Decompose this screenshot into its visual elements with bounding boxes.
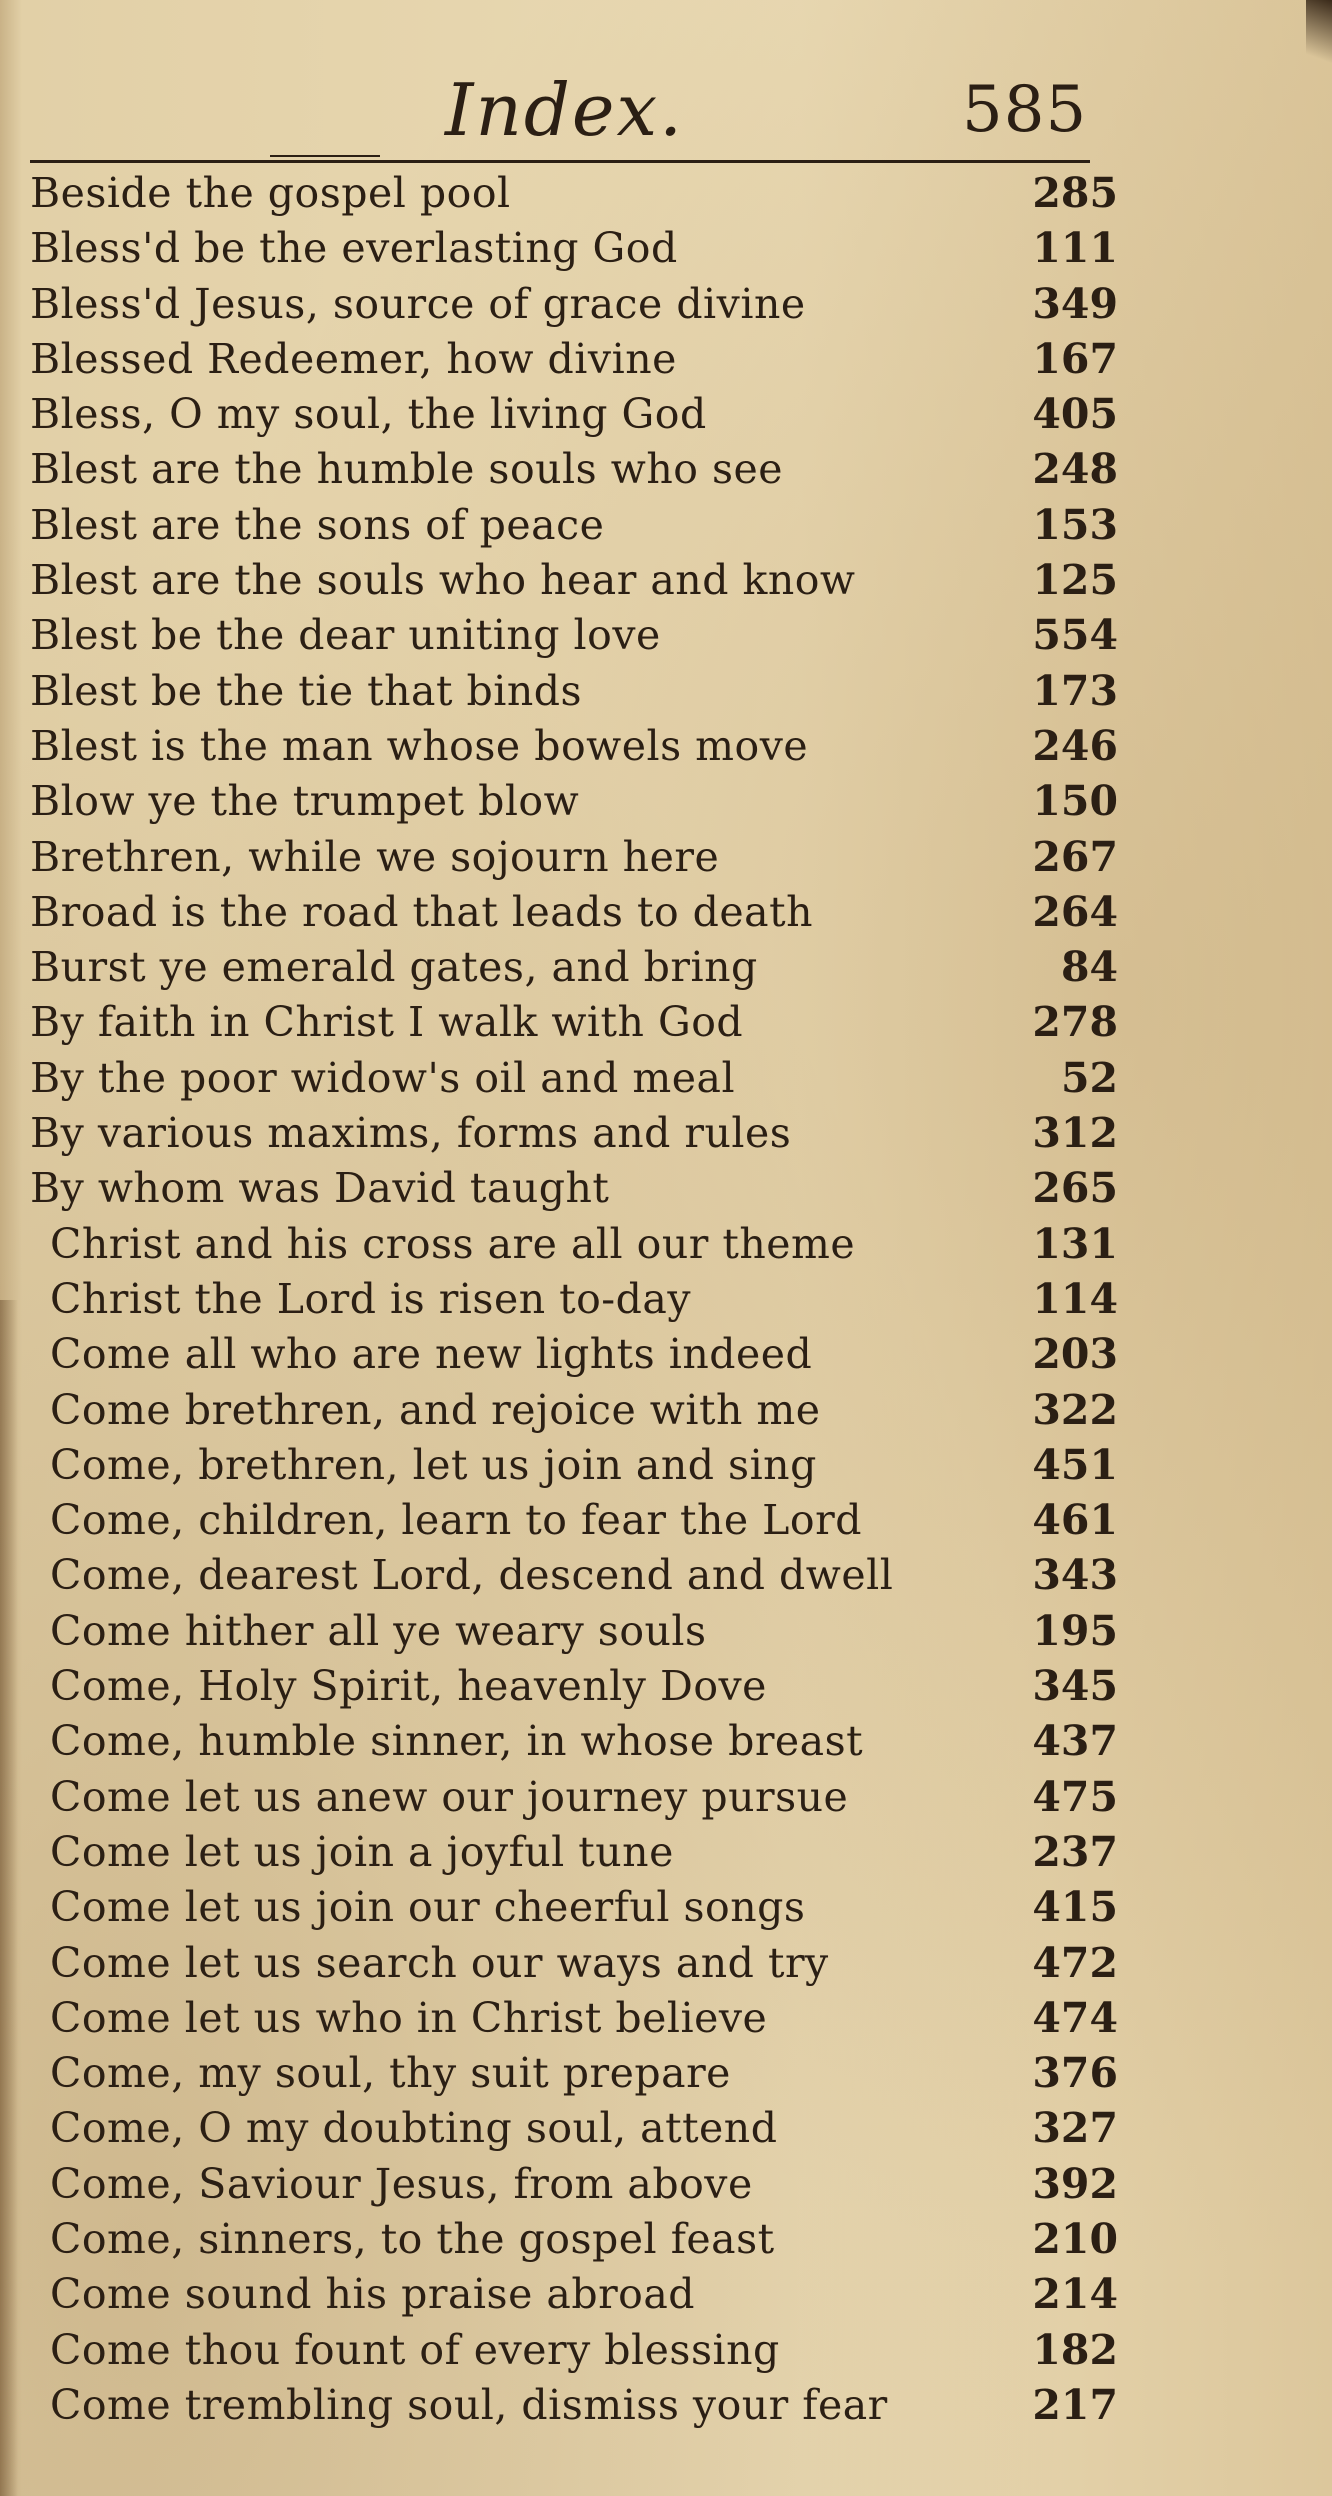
hymn-page-number: 182	[1032, 2325, 1118, 2374]
hymn-page-number: 474	[1032, 1993, 1118, 2042]
hymn-page-number: 461	[1032, 1496, 1118, 1545]
hymn-page-number: 246	[1032, 721, 1118, 770]
index-entry	[0, 1493, 1332, 1548]
index-entry	[0, 1051, 1332, 1106]
hymn-first-line: Blest are the souls who hear and know	[30, 556, 856, 605]
hymn-page-number: 392	[1032, 2159, 1118, 2208]
hymn-first-line: Come, sinners, to the gospel feast	[50, 2214, 775, 2263]
hymn-page-number: 376	[1032, 2049, 1118, 2098]
hymn-page-number: 114	[1032, 1274, 1118, 1323]
index-entry	[0, 498, 1332, 553]
header-rule-accent	[270, 155, 380, 157]
hymn-page-number: 84	[1060, 943, 1118, 992]
hymn-page-number: 437	[1032, 1717, 1118, 1766]
hymn-first-line: Come, children, learn to fear the Lord	[50, 1496, 862, 1545]
index-entry	[0, 2212, 1332, 2267]
hymn-page-number: 267	[1032, 832, 1118, 881]
hymn-page-number: 150	[1032, 777, 1118, 826]
hymn-first-line: Come let us search our ways and try	[50, 1938, 829, 1987]
index-entry	[0, 830, 1332, 885]
index-entry	[0, 442, 1332, 497]
index-entry	[0, 1438, 1332, 1493]
hymn-page-number: 278	[1032, 998, 1118, 1047]
hymn-first-line: Come let us who in Christ believe	[50, 1993, 768, 2042]
index-entries	[0, 166, 1332, 2433]
hymn-page-number: 285	[1032, 169, 1118, 217]
hymn-page-number: 203	[1032, 1330, 1118, 1379]
hymn-first-line: By faith in Christ I walk with God	[30, 998, 744, 1047]
hymn-page-number: 173	[1032, 666, 1118, 715]
hymn-page-number: 322	[1032, 1385, 1118, 1434]
hymn-page-number: 237	[1032, 1827, 1118, 1876]
hymn-page-number: 475	[1032, 1772, 1118, 1821]
hymn-page-number: 343	[1032, 1551, 1118, 1600]
hymn-first-line: By various maxims, forms and rules	[30, 1109, 792, 1158]
hymn-first-line: Come brethren, and rejoice with me	[50, 1385, 821, 1434]
hymn-first-line: Come let us anew our journey pursue	[50, 1772, 849, 1821]
hymn-page-number: 472	[1032, 1938, 1118, 1987]
hymn-page-number: 111	[1032, 224, 1118, 273]
index-entry	[0, 1770, 1332, 1825]
index-entry	[0, 719, 1332, 774]
hymn-page-number: 264	[1032, 887, 1118, 936]
index-entry	[0, 664, 1332, 719]
index-entry	[0, 1272, 1332, 1327]
index-entry	[0, 1217, 1332, 1272]
hymn-first-line: Come, dearest Lord, descend and dwell	[50, 1551, 894, 1600]
hymn-page-number: 217	[1032, 2380, 1118, 2429]
hymn-first-line: Blest be the dear uniting love	[30, 611, 661, 660]
index-entry	[0, 995, 1332, 1050]
hymn-page-number: 415	[1032, 1883, 1118, 1932]
hymn-page-number: 125	[1032, 556, 1118, 605]
hymn-page-number: 153	[1032, 500, 1118, 549]
index-entry	[0, 608, 1332, 663]
hymn-first-line: Come let us join a joyful tune	[50, 1827, 674, 1876]
hymn-page-number: 195	[1032, 1606, 1118, 1655]
hymn-first-line: By the poor widow's oil and meal	[30, 1053, 736, 1102]
hymn-page-number: 345	[1032, 1662, 1118, 1711]
hymn-first-line: Bless, O my soul, the living God	[30, 390, 707, 439]
hymn-first-line: Christ the Lord is risen to-day	[50, 1274, 692, 1323]
page-title: Index.	[445, 68, 685, 152]
hymn-page-number: 214	[1032, 2270, 1118, 2319]
hymn-first-line: Come let us join our cheerful songs	[50, 1883, 806, 1932]
hymn-first-line: Come, Holy Spirit, heavenly Dove	[50, 1662, 767, 1711]
index-entry	[0, 1106, 1332, 1161]
hymn-first-line: Blow ye the trumpet blow	[30, 777, 580, 826]
hymn-first-line: Come, my soul, thy suit prepare	[50, 2049, 731, 2098]
hymn-first-line: Blest are the humble souls who see	[30, 445, 784, 494]
page-header	[0, 60, 1332, 160]
hymn-page-number: 451	[1032, 1440, 1118, 1489]
index-entry	[0, 774, 1332, 829]
hymn-first-line: Christ and his cross are all our theme	[50, 1219, 856, 1268]
index-entry	[0, 1714, 1332, 1769]
index-entry	[0, 940, 1332, 995]
hymn-first-line: Come trembling soul, dismiss your fear	[50, 2380, 888, 2429]
index-entry	[0, 166, 1332, 221]
hymn-page-number: 327	[1032, 2104, 1118, 2153]
index-entry	[0, 2323, 1332, 2378]
hymn-first-line: Blest are the sons of peace	[30, 500, 605, 549]
hymn-first-line: Come, brethren, let us join and sing	[50, 1440, 817, 1489]
index-entry	[0, 277, 1332, 332]
index-entry	[0, 387, 1332, 442]
hymn-page-number: 210	[1032, 2214, 1118, 2263]
index-entry	[0, 1659, 1332, 1714]
hymn-page-number: 131	[1032, 1219, 1118, 1268]
index-entry	[0, 1161, 1332, 1216]
page-number: 585	[962, 73, 1088, 147]
hymn-first-line: Come, O my doubting soul, attend	[50, 2104, 778, 2153]
index-entry	[0, 1548, 1332, 1603]
hymn-first-line: Come, humble sinner, in whose breast	[50, 1717, 864, 1766]
hymn-first-line: Come thou fount of every blessing	[50, 2325, 780, 2374]
hymn-page-number: 349	[1032, 279, 1118, 328]
hymn-first-line: Come, Saviour Jesus, from above	[50, 2159, 753, 2208]
hymn-first-line: Beside the gospel pool	[30, 169, 511, 217]
hymn-first-line: Bless'd Jesus, source of grace divine	[30, 279, 806, 328]
hymn-first-line: By whom was David taught	[30, 1164, 610, 1213]
hymn-first-line: Blessed Redeemer, how divine	[30, 334, 677, 383]
hymn-first-line: Blest be the tie that binds	[30, 666, 583, 715]
hymn-first-line: Blest is the man whose bowels move	[30, 721, 809, 770]
index-entry	[0, 553, 1332, 608]
hymn-first-line: Bless'd be the everlasting God	[30, 224, 678, 273]
hymn-first-line: Burst ye emerald gates, and bring	[30, 943, 758, 992]
hymn-page-number: 554	[1032, 611, 1118, 660]
hymn-first-line: Come sound his praise abroad	[50, 2270, 696, 2319]
hymn-first-line: Come all who are new lights indeed	[50, 1330, 813, 1379]
index-entry	[0, 1936, 1332, 1991]
hymn-page-number: 248	[1032, 445, 1118, 494]
index-entry	[0, 2267, 1332, 2322]
index-entry	[0, 1991, 1332, 2046]
index-entry	[0, 1383, 1332, 1438]
index-entry	[0, 2046, 1332, 2101]
hymn-first-line: Come hither all ye weary souls	[50, 1606, 707, 1655]
hymn-first-line: Broad is the road that leads to death	[30, 887, 814, 936]
hymn-page-number: 167	[1032, 334, 1118, 383]
index-entry	[0, 1604, 1332, 1659]
index-entry	[0, 2378, 1332, 2433]
index-entry	[0, 2157, 1332, 2212]
hymn-page-number: 405	[1032, 390, 1118, 439]
index-entry	[0, 1825, 1332, 1880]
hymn-first-line: Brethren, while we sojourn here	[30, 832, 720, 881]
index-entry	[0, 1327, 1332, 1382]
index-entry	[0, 885, 1332, 940]
index-entry	[0, 332, 1332, 387]
header-rule	[30, 160, 1090, 163]
hymn-page-number: 52	[1060, 1053, 1118, 1102]
hymn-page-number: 312	[1032, 1109, 1118, 1158]
index-entry	[0, 2101, 1332, 2156]
index-entry	[0, 1880, 1332, 1935]
index-entry	[0, 221, 1332, 276]
hymn-page-number: 265	[1032, 1164, 1118, 1213]
